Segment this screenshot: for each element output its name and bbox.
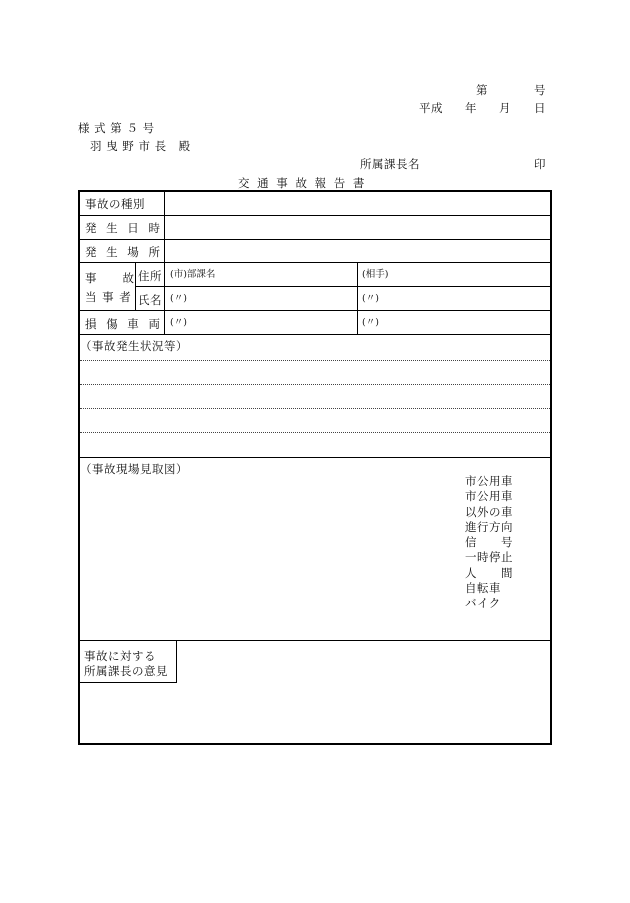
legend-item: 一時停止 (465, 550, 513, 565)
situation-line-1[interactable] (80, 360, 550, 361)
table-border-top (78, 190, 552, 192)
situation-line-3[interactable] (80, 408, 550, 409)
dept-head-label: 所属課長名 (360, 157, 420, 171)
addressee: 羽 曳 野 市 長 殿 (90, 139, 191, 153)
seal-mark: 印 (534, 157, 546, 171)
page-title: 交 通 事 故 報 告 書 (238, 176, 367, 190)
legend-item: 以外の車 (465, 504, 513, 519)
situation-line-2[interactable] (80, 384, 550, 385)
label-party-1: 事 故 (85, 271, 135, 285)
sketch-legend (465, 474, 513, 612)
name-other-field[interactable]: (〃) (362, 293, 379, 304)
number-dai: 第 (476, 83, 488, 97)
legend-item: バイク (465, 596, 501, 611)
situation-line-4[interactable] (80, 432, 550, 433)
opinion-field[interactable] (80, 684, 550, 742)
opinion-label-1: 事故に対する (84, 649, 156, 663)
name-city-field[interactable]: (〃) (170, 293, 187, 304)
day-label: 日 (534, 101, 546, 115)
table-border-right (550, 190, 552, 745)
label-location: 発 生 場 所 (85, 245, 163, 259)
number-go: 号 (534, 83, 546, 97)
legend-item: 進行方向 (465, 519, 513, 534)
year-label: 年 (465, 101, 477, 115)
address-city-field[interactable]: (市)部課名 (170, 269, 216, 280)
month-label: 月 (499, 101, 511, 115)
legend-item: 自転車 (465, 581, 501, 596)
address-other-field[interactable]: (相手) (362, 269, 389, 280)
label-address: 住所 (138, 269, 162, 283)
legend-item: 信 号 (465, 535, 513, 550)
label-datetime: 発 生 日 時 (85, 221, 163, 235)
label-damaged-vehicle: 損 傷 車 両 (85, 317, 163, 331)
vehicle-city-field[interactable]: (〃) (170, 317, 187, 328)
sketch-label: （事故現場見取図） (80, 462, 188, 476)
legend-item: 市公用車 (465, 489, 513, 504)
era-heisei: 平成 (419, 101, 443, 115)
legend-item: 人 間 (465, 565, 513, 580)
label-party-2: 当 事 者 (85, 290, 132, 304)
form-number: 様 式 第 ５ 号 (78, 121, 155, 135)
label-accident-type: 事故の種別 (85, 197, 145, 211)
table-border-bottom (78, 743, 552, 745)
situation-label: （事故発生状況等） (80, 339, 188, 353)
legend-item: 市公用車 (465, 474, 513, 488)
vehicle-other-field[interactable]: (〃) (362, 317, 379, 328)
opinion-label-2: 所属課長の意見 (84, 664, 168, 678)
label-name: 氏名 (138, 293, 162, 307)
